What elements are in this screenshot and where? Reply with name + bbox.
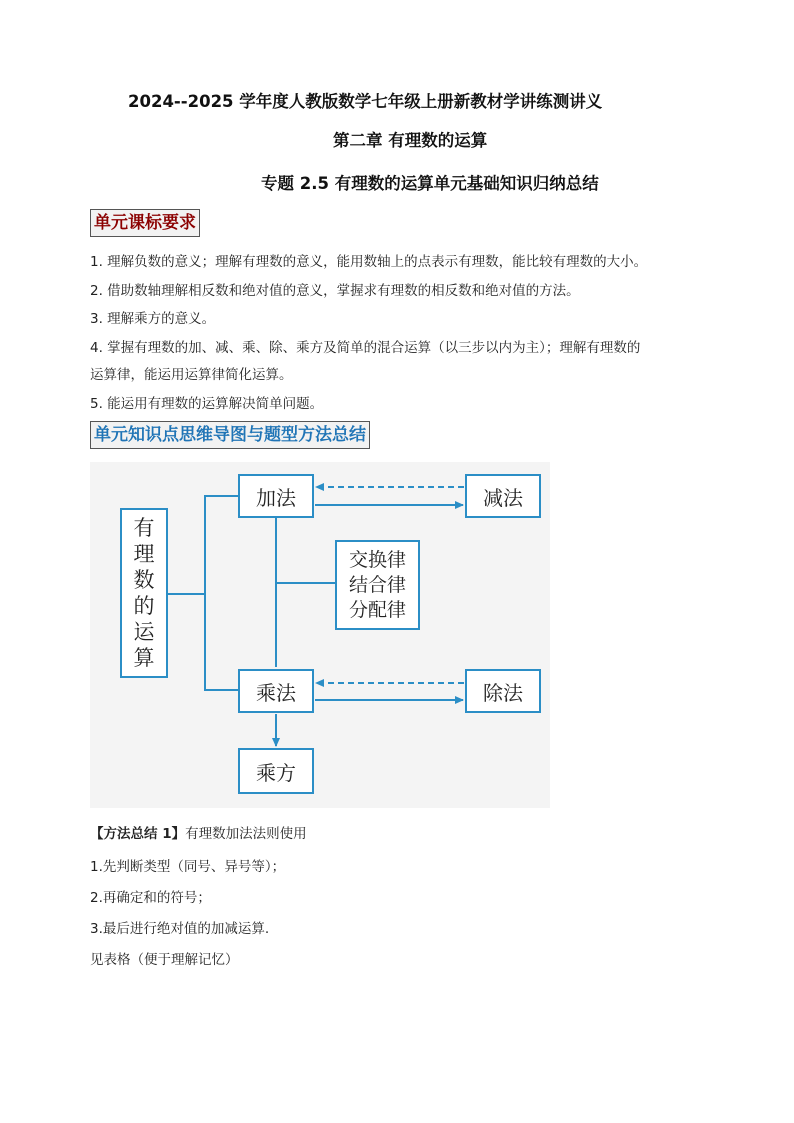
curriculum-item: 4. 掌握有理数的加、减、乘、除、乘方及简单的混合运算（以三步以内为主）；理解有理数的 [90, 340, 641, 356]
root-char: 数 [133, 568, 155, 592]
curriculum-item: 运算律，能运用运算律简化运算。 [90, 367, 293, 383]
node-addition-label: 加法 [256, 485, 296, 510]
method-summary-title: 有理数加法法则使用 [185, 826, 307, 842]
method-step: 1.先判断类型（同号、异号等）； [90, 859, 286, 875]
node-subtraction-label: 减法 [483, 485, 523, 510]
root-char: 算 [133, 646, 155, 670]
law-commutative: 交换律 [348, 548, 406, 571]
curriculum-item: 5. 能运用有理数的运算解决简单问题。 [90, 396, 324, 412]
root-char: 理 [133, 542, 155, 566]
document-title: 2024--2025 学年度人教版数学七年级上册新教材学讲练测讲义 [128, 92, 603, 111]
node-power-label: 乘方 [256, 760, 296, 785]
section-heading-mindmap: 单元知识点思维导图与题型方法总结 [90, 421, 370, 449]
curriculum-item: 2. 借助数轴理解相反数和绝对值的意义，掌握求有理数的相反数和绝对值的方法。 [90, 283, 580, 299]
method-step: 3.最后进行绝对值的加减运算. [90, 921, 270, 937]
node-multiplication-label: 乘法 [256, 680, 296, 705]
chapter-title: 第二章 有理数的运算 [333, 131, 488, 150]
node-division [465, 669, 541, 713]
section-heading-curriculum: 单元课标要求 [90, 209, 200, 237]
node-power [238, 748, 314, 794]
law-distributive: 分配律 [348, 598, 406, 621]
node-multiplication [238, 669, 314, 713]
method-step: 2.再确定和的符号； [90, 890, 211, 906]
root-char: 有 [133, 516, 155, 540]
method-note: 见表格（便于理解记忆） [90, 952, 239, 968]
root-node-rational-operations [120, 508, 168, 678]
root-char: 的 [133, 594, 155, 618]
method-summary-heading [90, 822, 307, 842]
topic-title: 专题 2.5 有理数的运算单元基础知识归纳总结 [261, 174, 599, 193]
law-associative: 结合律 [348, 573, 406, 596]
curriculum-item: 1. 理解负数的意义；理解有理数的意义，能用数轴上的点表示有理数，能比较有理数的大小。 [90, 254, 648, 270]
node-operation-laws [335, 540, 420, 630]
mind-map-diagram [90, 462, 550, 808]
root-char: 运 [133, 620, 155, 644]
curriculum-item: 3. 理解乘方的意义。 [90, 311, 216, 327]
method-summary-tag: 【方法总结 1】 [90, 826, 186, 842]
node-subtraction [465, 474, 541, 518]
node-addition [238, 474, 314, 518]
node-division-label: 除法 [483, 680, 523, 705]
